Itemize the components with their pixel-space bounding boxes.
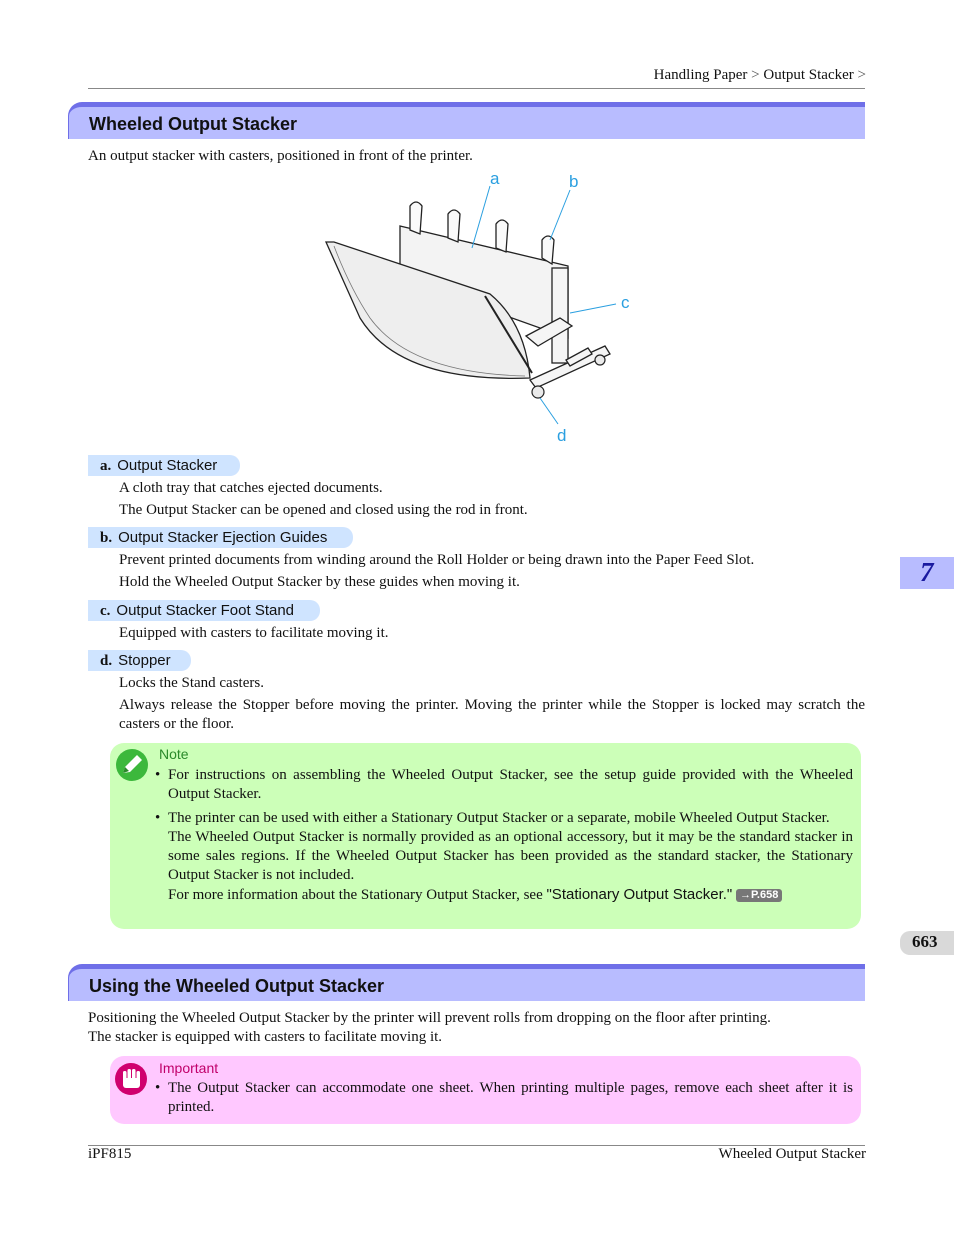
body-text: The stacker is equipped with casters to facilitate moving it. [88,1029,443,1045]
note-pencil-icon [114,747,150,783]
breadcrumb-item[interactable]: Handling Paper [653,67,748,83]
section-heading [68,102,865,139]
callout-label-c: c [621,293,630,312]
cross-reference-link[interactable]: "Stationary Output Stacker." [546,886,733,903]
important-label: Important [159,1060,219,1076]
note-bullet: • The printer can be used with either a Stationary Output Stacker or a separate, mobile Wheeled Output Stacker. The Wheeled Output Stacker is normally provided as an optional accessory, but it may be the standard stacker in some sales regions. If the Wheeled Output Stacker has been provided as the standard stacker, the Stationary Output Stacker is not included. For more information about the Stationary Output Stacker, see "Stationary Output Stacker." →P.658 [155,810,853,903]
breadcrumb-separator: > [857,67,866,83]
section-title: Using the Wheeled Output Stacker [89,976,385,996]
footer-title: Wheeled Output Stacker [718,1146,866,1162]
intro-text: An output stacker with casters, positioned in front of the printer. [88,148,473,164]
body-text: Positioning the Wheeled Output Stacker by the printer will prevent rolls from dropping on the floor after printing. [88,1010,771,1026]
section-title: Wheeled Output Stacker [89,114,298,134]
callout-label-a: a [490,169,500,188]
footer-model: iPF815 [88,1146,132,1162]
callout-label-b: b [569,172,579,191]
note-bullet: • For instructions on assembling the Wheeled Output Stacker, see the setup guide provided with the Wheeled Output Stacker. [155,767,853,802]
page-number: 663 [900,931,954,955]
term-stopper: d. Stopper [88,650,191,671]
item-description: Hold the Wheeled Output Stacker by these guides when moving it. [119,574,520,590]
term-ejection-guides: b. Output Stacker Ejection Guides [88,527,353,548]
important-hand-icon [113,1061,149,1097]
breadcrumb-item[interactable]: Output Stacker [763,67,854,83]
section-heading [68,964,865,1001]
term-output-stacker: a. Output Stacker [88,455,240,476]
callout-label-d: d [557,426,567,443]
header-rule [88,88,865,89]
item-description: Equipped with casters to facilitate moving it. [119,625,389,641]
item-description: Locks the Stand casters. [119,675,264,691]
chapter-tab[interactable]: 7 [900,557,954,589]
item-description: A cloth tray that catches ejected documents. [119,480,383,496]
breadcrumb [654,67,866,84]
page-reference-badge[interactable]: →P.658 [736,889,782,902]
term-foot-stand: c. Output Stacker Foot Stand [88,600,320,621]
note-label: Note [159,746,189,762]
item-description: Always release the Stopper before moving the printer. Moving the printer while the Stopper is locked may scratch the casters or the floor. [119,697,865,732]
stacker-illustration [320,168,640,443]
item-description: The Output Stacker can be opened and closed using the rod in front. [119,502,528,518]
breadcrumb-separator: > [751,67,760,83]
item-description: Prevent printed documents from winding around the Roll Holder or being drawn into the Paper Feed Slot. [119,552,755,568]
important-bullet: • The Output Stacker can accommodate one sheet. When printing multiple pages, remove each sheet after it is printed. [155,1080,853,1115]
